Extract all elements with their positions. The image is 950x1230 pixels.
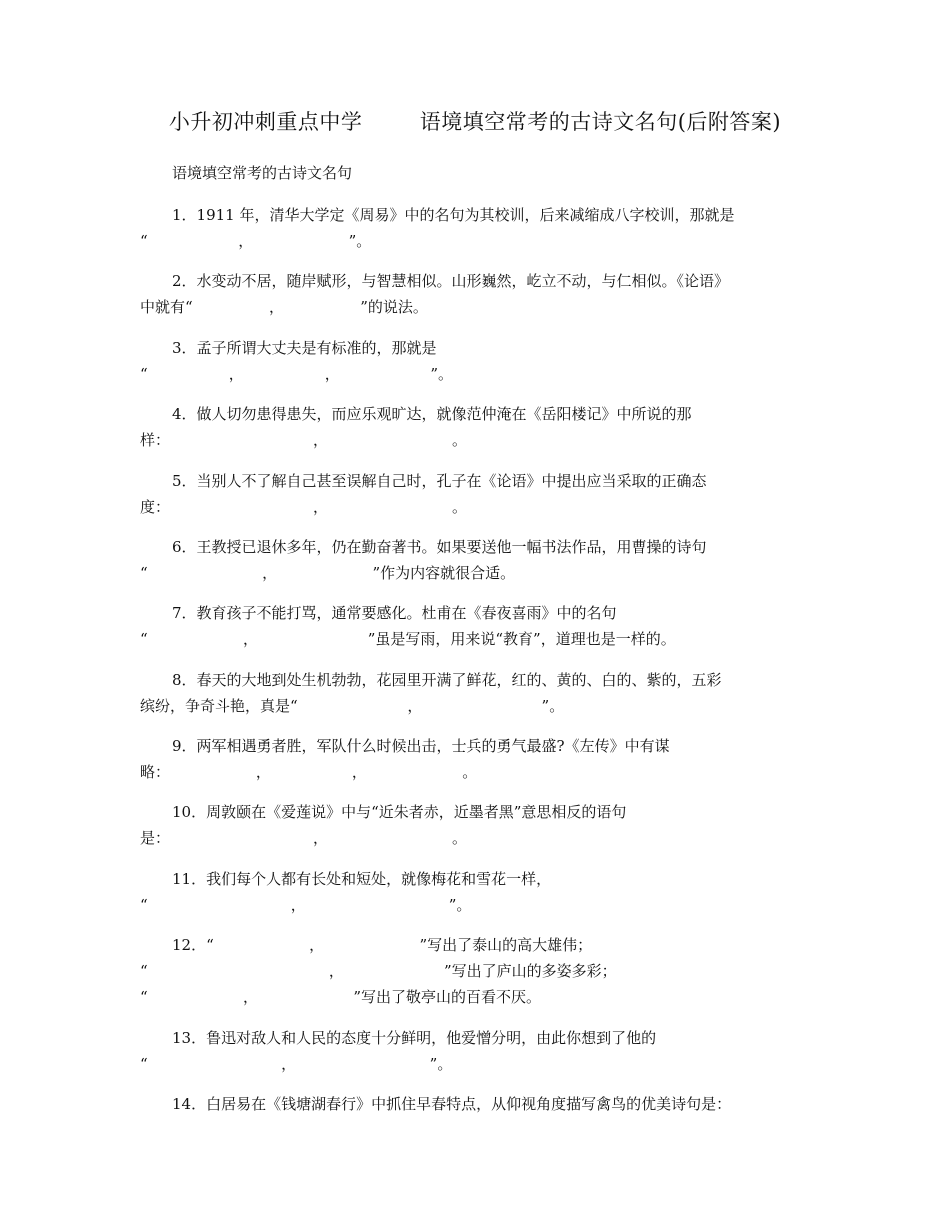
question-2 [140, 268, 830, 320]
question-5 [140, 468, 830, 520]
question-4 [140, 401, 830, 453]
question-11-line-2: “ ， ”。 [140, 896, 472, 914]
question-1-line-1: 1．1911 年，清华大学定《周易》中的名句为其校训，后来减缩成八字校训，那就是 [172, 206, 735, 224]
question-6 [140, 534, 830, 586]
question-1-line-2: “ ， ”。 [140, 232, 372, 250]
question-11-line-1: 11．我们每个人都有长处和短处，就像梅花和雪花一样， [172, 870, 552, 888]
question-14 [140, 1091, 830, 1117]
question-5-line-1: 5．当别人不了解自己甚至误解自己时，孔子在《论语》中提出应当采取的正确态 [172, 472, 707, 490]
question-5-line-2: 度： ， 。 [140, 498, 468, 516]
question-2-line-2: 中就有“ ， ”的说法。 [140, 298, 428, 316]
question-7-line-1: 7．教育孩子不能打骂，通常要感化。杜甫在《春夜喜雨》中的名句 [172, 604, 617, 622]
question-10-line-2: 是： ， 。 [140, 829, 468, 847]
question-3-line-1: 3．孟子所谓大丈夫是有标准的，那就是 [172, 339, 437, 357]
question-13 [140, 1025, 830, 1077]
question-7 [140, 600, 830, 652]
question-3 [140, 335, 830, 387]
question-10 [140, 799, 830, 851]
question-4-line-2: 样： ， 。 [140, 431, 468, 449]
question-8-line-2: 缤纷，争奇斗艳，真是“ ， ”。 [140, 697, 565, 715]
question-13-line-1: 13．鲁迅对敌人和人民的态度十分鲜明，他爱憎分明，由此你想到了他的 [172, 1029, 657, 1047]
question-2-line-1: 2．水变动不居，随岸赋形，与智慧相似。山形巍然，屹立不动，与仁相似。《论语》 [172, 272, 730, 290]
question-9 [140, 733, 830, 785]
question-8-line-1: 8．春天的大地到处生机勃勃，花园里开满了鲜花，红的、黄的、白的、紫的，五彩 [172, 671, 722, 689]
question-7-line-2: “ ， ”虽是写雨，用来说“教育”，道理也是一样的。 [140, 630, 676, 648]
document-subtitle: 语境填空常考的古诗文名句 [172, 164, 353, 182]
question-12-line-3: “ ， ”写出了敬亭山的百看不厌。 [140, 988, 542, 1006]
question-6-line-1: 6．王教授已退休多年，仍在勤奋著书。如果要送他一幅书法作品，用曹操的诗句 [172, 538, 707, 556]
question-12 [140, 932, 830, 1010]
question-11 [140, 866, 830, 918]
question-6-line-2: “ ， ”作为内容就很合适。 [140, 564, 516, 582]
question-12-line-1: 12．“ ， ”写出了泰山的高大雄伟； [172, 936, 593, 954]
question-3-line-2: “ ， ， ”。 [140, 365, 454, 383]
question-4-line-1: 4．做人切勿患得患失，而应乐观旷达，就像范仲淹在《岳阳楼记》中所说的那 [172, 405, 692, 423]
question-1 [140, 202, 830, 254]
question-12-line-2: “ ， ”写出了庐山的多姿多彩； [140, 962, 617, 980]
question-10-line-1: 10．周敦颐在《爱莲说》中与“近朱者赤，近墨者黑”意思相反的语句 [172, 803, 627, 821]
question-9-line-1: 9．两军相遇勇者胜，军队什么时候出击，士兵的勇气最盛?《左传》中有谋 [172, 737, 670, 755]
question-14-line-1: 14．白居易在《钱塘湖春行》中抓住早春特点，从仰视角度描写禽鸟的优美诗句是： [172, 1095, 732, 1113]
question-13-line-2: “ ， ”。 [140, 1055, 453, 1073]
question-8 [140, 667, 830, 719]
question-9-line-2: 略： ， ， 。 [140, 763, 478, 781]
document-title: 小升初冲刺重点中学 语境填空常考的古诗文名句(后附答案) [168, 110, 782, 134]
